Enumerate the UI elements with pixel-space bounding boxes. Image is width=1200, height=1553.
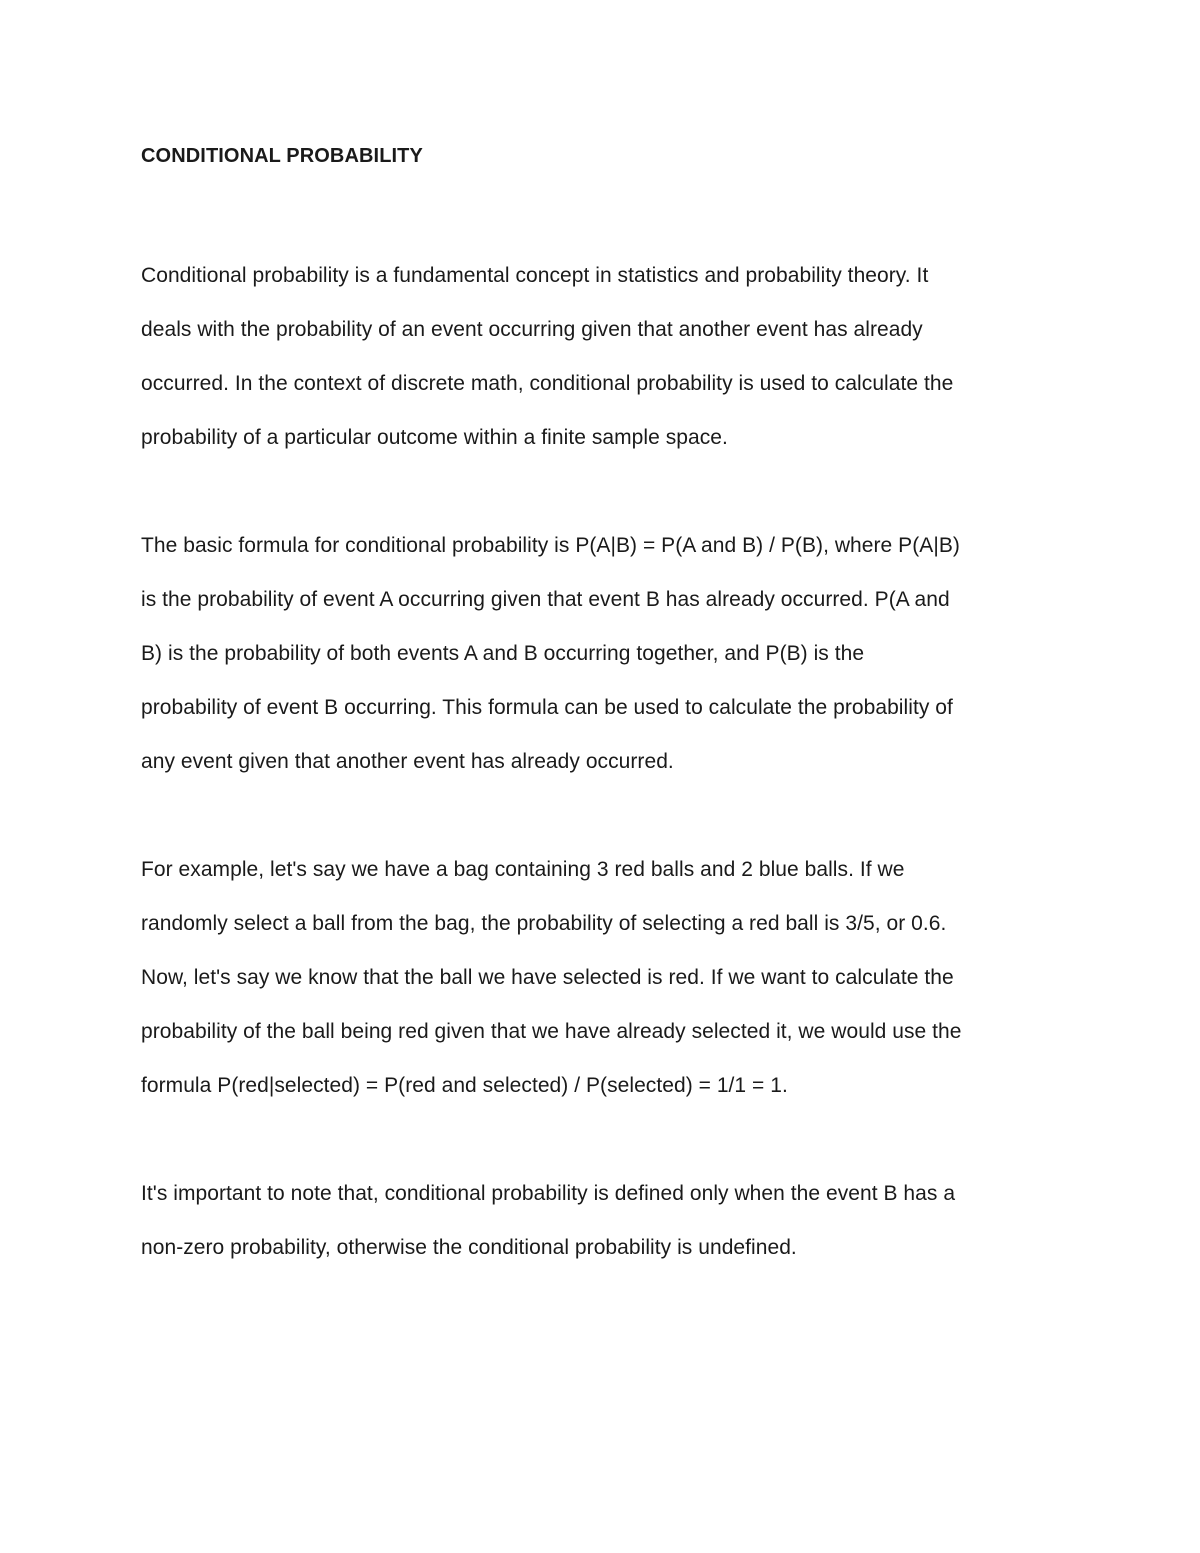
paragraph-line: B) is the probability of both events A and B occurring together, and P(B) is the <box>141 642 865 665</box>
paragraph-spacer <box>141 465 1071 519</box>
paragraph-intro <box>141 249 1071 465</box>
paragraph-formula <box>141 519 1071 789</box>
document-title: CONDITIONAL PROBABILITY <box>141 145 423 167</box>
paragraph-line: probability of the ball being red given that we have already selected it, we would use the <box>141 1020 962 1043</box>
paragraph-line: It's important to note that, conditional probability is defined only when the event B has a <box>141 1182 956 1205</box>
paragraph-example <box>141 843 1071 1113</box>
title-spacer <box>141 172 1071 249</box>
paragraph-line: randomly select a ball from the bag, the probability of selecting a red ball is 3/5, or 0.6. <box>141 912 947 935</box>
paragraph-line: probability of event B occurring. This formula can be used to calculate the probability of <box>141 696 953 719</box>
paragraph-line: Conditional probability is a fundamental concept in statistics and probability theory. It <box>141 264 929 287</box>
paragraph-line: deals with the probability of an event occurring given that another event has already <box>141 318 923 341</box>
document-body <box>141 140 1071 1275</box>
paragraph-line: probability of a particular outcome within a finite sample space. <box>141 426 728 449</box>
paragraph-spacer <box>141 1113 1071 1167</box>
paragraph-spacer <box>141 789 1071 843</box>
paragraph-line: Now, let's say we know that the ball we have selected is red. If we want to calculate the <box>141 966 954 989</box>
paragraph-line: The basic formula for conditional probability is P(A|B) = P(A and B) / P(B), where P(A|B) <box>141 534 960 557</box>
paragraph-line: formula P(red|selected) = P(red and selected) / P(selected) = 1/1 = 1. <box>141 1074 788 1097</box>
paragraph-line: non-zero probability, otherwise the conditional probability is undefined. <box>141 1236 797 1259</box>
paragraph-line: any event given that another event has already occurred. <box>141 750 674 773</box>
paragraph-note <box>141 1167 1071 1275</box>
paragraph-line: For example, let's say we have a bag containing 3 red balls and 2 blue balls. If we <box>141 858 905 881</box>
paragraph-line: is the probability of event A occurring given that event B has already occurred. P(A and <box>141 588 950 611</box>
paragraph-line: occurred. In the context of discrete math, conditional probability is used to calculate the <box>141 372 954 395</box>
